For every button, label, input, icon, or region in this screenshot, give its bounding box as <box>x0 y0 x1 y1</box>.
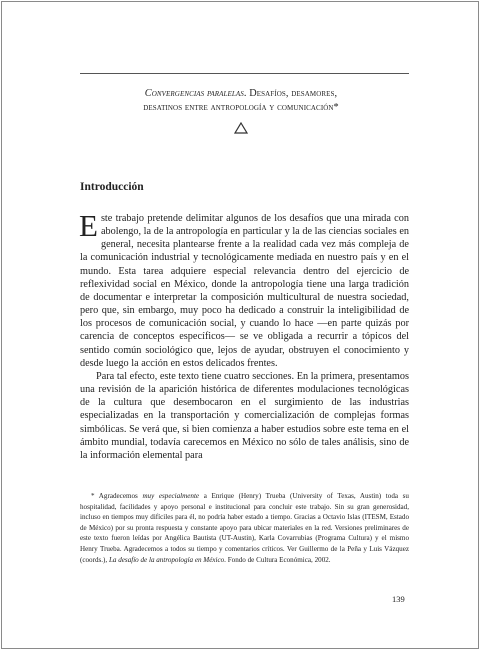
header-rule <box>80 73 409 74</box>
title-italic: Convergencias paralelas <box>144 88 244 99</box>
chapter-title <box>60 87 422 115</box>
section-heading: Introducción <box>80 181 144 193</box>
footnote <box>80 491 409 565</box>
footnote-text-2: a Enrique (Henry) Trueba (University of Texas, Austin) toda su hospitalidad, facilidades y apoyo personal e institucional para concluir este trabajo. Sin su gran generosidad, incluso en tiempos muy difíciles para él, no podría haber estado a tiempo. Gracias a Octavio Islas (ITESM, Estado de México) por su pronta respuesta y constante apoyo para ubicar materiales en la red. Versiones preliminares de este texto fueron leídas por Angélica Bautista (UT-Austin), Karla Covarrubias (Programa Cultura) y el mismo Henry Trueba. Agradecemos a todos su tiempo y comentarios críticos. Ver Guillermo de la Peña y Luis Vázquez (coords.), <box>80 492 409 564</box>
page-number: 139 <box>392 594 405 604</box>
title-line1-rest: . Desafíos, desamores, <box>243 88 338 99</box>
title-line2: desatinos entre antropología y comunicación* <box>143 102 339 113</box>
paragraph-1-text: ste trabajo pretende delimitar algunos de los desafíos que una mirada con abolengo, la de la antropología en particular y la de las ciencias sociales en general, necesita plantearse frente a la realidad cada vez más compleja de la comunicación industrial y tecnológicamente mediada en nuestro país y en el mundo. Esta tarea adquiere especial relevancia dentro del ejercicio de reflexividad social en México, donde la antropología tiene una larga tradición de documentar e interpretar la composición multicultural de nuestra sociedad, pero que, sin embargo, muy poco ha dedicado a construir la inteligibilidad de los procesos de comunicación social, y cuando lo hace —en parte quizás por carencia de conceptos específicos— se ve obligada a recurrir a tópicos del sentido común sociológico que, lejos de ayudar, obstruyen el conocimiento y desde luego la acción en estos delicados frentes. <box>80 213 409 369</box>
footnote-text-1: Agradecemos <box>98 492 143 500</box>
footnote-emphasis-1: muy especialmente <box>142 492 200 500</box>
body-text <box>79 208 409 462</box>
drop-cap: E <box>79 208 98 243</box>
paragraph-2: Para tal efecto, este texto tiene cuatro secciones. En la primera, presentamos una revisión de la aparición histórica de diferentes modulaciones tecnológicas de la cultura que desembocaron en el surgimiento de las industrias especializadas en la transportación y comercialización de complejas formas simbólicas. Se verá que, si bien comienza a haber estudios sobre este tema en el ámbito mundial, todavía carecemos en México no sólo de tales análisis, sino de la información elemental para <box>80 370 409 461</box>
footnote-emphasis-2: La desafío de la antropología en México <box>108 555 225 564</box>
footnote-marker: * <box>91 492 99 500</box>
paragraph-1 <box>79 208 409 370</box>
triangle-ornament-icon <box>234 122 248 134</box>
footnote-text-3: . Fondo de Cultura Económica, 2002. <box>224 555 331 564</box>
